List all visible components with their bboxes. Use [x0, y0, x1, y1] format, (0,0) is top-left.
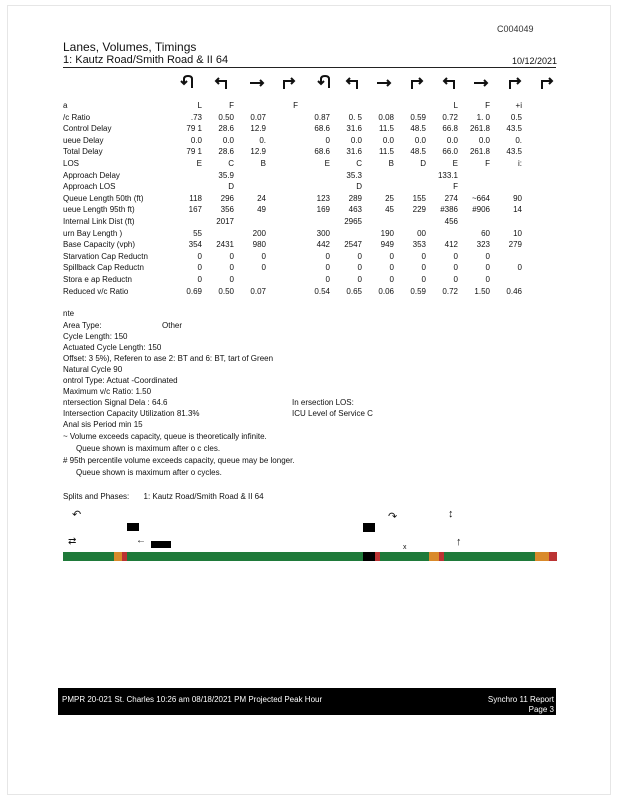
bar-seg — [535, 552, 549, 561]
report-footer — [58, 688, 556, 715]
table-cell: 0.0 — [350, 135, 362, 145]
table-cell: 0.0 — [478, 135, 490, 145]
table-cell: 0 — [357, 251, 362, 261]
table-cell: 0 — [421, 263, 426, 273]
table-cell: 0. 5 — [348, 112, 362, 122]
table-cell: +i — [515, 101, 522, 110]
table-cell: 0 — [325, 263, 330, 273]
header-rule — [63, 67, 556, 68]
table-row — [63, 181, 563, 192]
thru-icon — [472, 74, 490, 92]
table-cell: 0 — [325, 275, 330, 284]
table-cell: 90 — [513, 193, 522, 203]
right-icon — [538, 74, 556, 92]
bar-seg — [114, 552, 122, 561]
table-cell: B — [260, 159, 266, 168]
table-cell: 0. — [259, 135, 266, 145]
table-cell: F — [293, 101, 298, 110]
table-cell: 0 — [389, 251, 394, 261]
table-cell: 200 — [252, 228, 266, 238]
row-label: Spillback Cap Reductn — [63, 263, 144, 273]
table-row — [63, 286, 563, 297]
right-icon — [408, 74, 426, 92]
row-label: urn Bay Length ) — [63, 228, 123, 238]
table-row — [63, 112, 563, 123]
table-cell: 980 — [252, 240, 266, 250]
table-cell: 0 — [453, 251, 458, 261]
table-cell: 12.9 — [250, 124, 266, 134]
table-cell: #386 — [440, 205, 458, 215]
u-turn-left-icon — [315, 74, 333, 92]
bar-seg — [439, 552, 444, 561]
table-cell: 0.07 — [250, 112, 266, 122]
bar-seg — [429, 552, 439, 561]
document-id: C004049 — [497, 24, 534, 34]
table-cell: 0 — [485, 275, 490, 284]
table-cell: F — [453, 182, 458, 192]
table-cell: 155 — [412, 193, 426, 203]
table-cell: 123 — [316, 193, 330, 203]
area-type-value: Other — [162, 321, 183, 330]
table-cell: L — [197, 101, 202, 110]
table-cell: 10 — [513, 228, 522, 238]
table-cell: 68.6 — [314, 124, 330, 134]
table-cell: 66.0 — [442, 147, 458, 157]
table-cell: 55 — [193, 228, 202, 238]
table-cell: 0 — [197, 251, 202, 261]
table-cell: 0.5 — [510, 112, 522, 122]
table-cell: 167 — [188, 205, 202, 215]
table-cell: 0 — [485, 263, 490, 273]
table-cell: 0 — [517, 263, 522, 273]
table-cell: 0 — [229, 251, 234, 261]
table-cell: 0. — [515, 135, 522, 145]
table-cell: 79 1 — [186, 147, 202, 157]
table-cell: 2431 — [216, 240, 234, 250]
thru-icon — [375, 74, 393, 92]
table-cell: 0 — [229, 263, 234, 273]
table-cell: 0.65 — [346, 286, 362, 296]
table-cell: 0 — [197, 263, 202, 273]
table-cell: 261.8 — [469, 147, 490, 157]
note-95th: # 95th percentile volume exceeds capacity, queue may be longer. — [63, 456, 295, 465]
note-queue-max: Queue shown is maximum after o c cles. — [76, 444, 221, 453]
intersection-los: In ersection LOS: — [292, 398, 354, 407]
right-icon — [280, 74, 298, 92]
table-cell: 0 — [325, 251, 330, 261]
table-cell: 0.08 — [378, 112, 394, 122]
table-cell: 0.72 — [442, 286, 458, 296]
table-cell: F — [485, 101, 490, 110]
table-cell: 0 — [229, 275, 234, 284]
table-cell: 45 — [385, 205, 394, 215]
table-cell: 289 — [348, 193, 362, 203]
table-cell: B — [388, 159, 394, 168]
table-cell: 0.06 — [378, 286, 394, 296]
table-cell: D — [420, 159, 426, 168]
table-row — [63, 228, 563, 239]
table-cell: 442 — [316, 240, 330, 250]
row-label: Control Delay — [63, 124, 112, 134]
table-cell: 66.8 — [442, 124, 458, 134]
table-cell: 31.6 — [346, 124, 362, 134]
natural-cycle: Natural Cycle 90 — [63, 365, 123, 374]
row-label: ueue Length 95th ft) — [63, 205, 135, 215]
row-label: Queue Length 50th (ft) — [63, 193, 144, 203]
table-row — [63, 251, 563, 262]
table-cell: 68.6 — [314, 147, 330, 157]
phase-6-icon: ↑ — [456, 536, 462, 548]
thru-icon — [248, 74, 266, 92]
table-cell: 949 — [380, 240, 394, 250]
table-cell: C — [228, 159, 234, 168]
table-cell: 0 — [453, 263, 458, 273]
phase-block — [363, 523, 375, 532]
table-cell: 0 — [197, 275, 202, 284]
table-row — [63, 135, 563, 146]
table-row — [63, 170, 563, 181]
table-cell: 412 — [444, 240, 458, 250]
row-label: a — [63, 101, 68, 110]
table-row — [63, 146, 563, 157]
table-cell: 353 — [412, 240, 426, 250]
area-type-label: Area Type: — [63, 321, 102, 330]
table-cell: L — [453, 101, 458, 110]
phase-2-icon: ⇄ — [68, 536, 77, 547]
table-cell: 11.5 — [379, 147, 394, 157]
note-queue-max-2: Queue shown is maximum after o cycles. — [76, 468, 222, 477]
table-cell: 35.9 — [218, 170, 234, 180]
table-cell: 2547 — [344, 240, 362, 250]
table-cell: 0.0 — [446, 135, 458, 145]
table-row — [63, 262, 563, 273]
phase-4-icon: ↷ — [388, 511, 398, 523]
table-cell: 0 — [389, 263, 394, 273]
row-label: Total Delay — [63, 147, 103, 157]
phase-timing-bar — [63, 552, 557, 561]
table-cell: ~664 — [471, 193, 490, 203]
table-cell: 31.6 — [346, 147, 362, 157]
table-cell: 2965 — [344, 217, 362, 226]
icu: Intersection Capacity Utilization 81.3% — [63, 409, 200, 418]
table-cell: C — [356, 159, 362, 168]
left-icon — [343, 74, 361, 92]
note-volume-exceeds: ~ Volume exceeds capacity, queue is theoretically infinite. — [63, 432, 267, 441]
table-cell: .73 — [190, 112, 202, 122]
table-cell: 14 — [513, 205, 522, 215]
phase-block — [151, 541, 171, 548]
left-icon — [440, 74, 458, 92]
table-cell: D — [228, 182, 234, 192]
table-cell: 0.46 — [506, 286, 522, 296]
table-cell: 48.5 — [410, 124, 426, 134]
control-type: ontrol Type: Actuat -Coordinated — [63, 376, 178, 385]
row-label: ueue Delay — [63, 135, 104, 145]
splits-label: Splits and Phases: — [63, 492, 130, 501]
table-row — [63, 123, 563, 134]
table-row — [63, 204, 563, 215]
table-cell: 0.0 — [190, 135, 202, 145]
table-row — [63, 216, 563, 227]
table-cell: 0.0 — [414, 135, 426, 145]
table-cell: F — [485, 159, 490, 168]
report-date: 10/12/2021 — [512, 56, 558, 66]
phase-1-icon: ↶ — [72, 509, 82, 521]
table-cell: 356 — [220, 205, 234, 215]
row-label: Approach LOS — [63, 182, 116, 192]
actuated-cycle: Actuated Cycle Length: 150 — [63, 343, 162, 352]
intersection-name: 1: Kautz Road/Smith Road & II 64 — [63, 54, 229, 66]
table-cell: 296 — [220, 193, 234, 203]
row-label: Starvation Cap Reductn — [63, 251, 148, 261]
phase-block — [127, 523, 139, 531]
signal-delay: ntersection Signal Dela : 64.6 — [63, 398, 168, 407]
table-cell: 79 1 — [186, 124, 202, 134]
table-cell: 0 — [261, 251, 266, 261]
analysis-period: Anal sis Period min 15 — [63, 420, 143, 429]
page-title: Lanes, Volumes, Timings — [63, 40, 197, 54]
table-cell: E — [196, 159, 202, 168]
phase-3-icon: ← — [136, 535, 146, 546]
table-cell: 0 — [485, 251, 490, 261]
footer-page: Page 3 — [528, 705, 554, 714]
table-cell: 229 — [412, 205, 426, 215]
bar-seg — [363, 552, 375, 561]
table-cell: 0.07 — [250, 286, 266, 296]
row-label: Stora e ap Reductn — [63, 275, 132, 284]
table-row — [63, 100, 563, 111]
row-label: Reduced v/c Ratio — [63, 286, 129, 296]
left-icon — [212, 74, 230, 92]
table-cell: 49 — [257, 205, 266, 215]
table-cell: 0 — [421, 275, 426, 284]
phase-7-icon: x — [403, 544, 407, 551]
icu-los: ICU Level of Service C — [292, 409, 373, 418]
table-cell: 2017 — [216, 217, 234, 226]
row-label: Internal Link Dist (ft) — [63, 217, 135, 226]
row-label: Base Capacity (vph) — [63, 240, 136, 250]
table-cell: 0 — [261, 263, 266, 273]
table-cell: 0.59 — [410, 286, 426, 296]
table-cell: i: — [518, 159, 522, 168]
splits-title — [63, 492, 264, 501]
table-cell: 456 — [444, 217, 458, 226]
table-cell: 28.6 — [218, 124, 234, 134]
table-cell: 1.50 — [474, 286, 490, 296]
table-cell: 0.87 — [314, 112, 330, 122]
table-row — [63, 239, 563, 250]
table-cell: 0.0 — [222, 135, 234, 145]
table-cell: 0 — [357, 275, 362, 284]
table-cell: F — [229, 101, 234, 110]
table-cell: E — [452, 159, 458, 168]
table-cell: 24 — [257, 193, 266, 203]
table-cell: 0.72 — [442, 112, 458, 122]
table-cell: 300 — [316, 228, 330, 238]
table-cell: 28.6 — [218, 147, 234, 157]
table-cell: 43.5 — [506, 124, 522, 134]
table-cell: 133.1 — [437, 170, 458, 180]
max-vc: Maximum v/c Ratio: 1.50 — [63, 387, 152, 396]
table-cell: 190 — [380, 228, 394, 238]
table-cell: 274 — [444, 193, 458, 203]
table-cell: 35.3 — [346, 170, 362, 180]
table-cell: 0.54 — [314, 286, 330, 296]
row-label: LOS — [63, 159, 80, 168]
bar-seg — [375, 552, 380, 561]
table-cell: 0.59 — [410, 112, 426, 122]
table-cell: 12.9 — [250, 147, 266, 157]
u-turn-left-icon — [178, 74, 196, 92]
table-cell: 43.5 — [506, 147, 522, 157]
table-cell: 169 — [316, 205, 330, 215]
table-cell: 463 — [348, 205, 362, 215]
bar-seg — [549, 552, 557, 561]
table-cell: 48.5 — [410, 147, 426, 157]
table-cell: 261.8 — [469, 124, 490, 134]
table-row — [63, 158, 563, 169]
bar-seg — [122, 552, 127, 561]
right-icon — [506, 74, 524, 92]
footer-software: Synchro 11 Report — [487, 695, 554, 704]
table-cell: 0 — [421, 251, 426, 261]
table-cell: E — [324, 159, 330, 168]
table-cell: 11.5 — [379, 124, 394, 134]
row-label: /c Ratio — [63, 112, 91, 122]
table-cell: 0.50 — [218, 112, 234, 122]
table-cell: 0.69 — [186, 286, 202, 296]
table-cell: 118 — [189, 193, 202, 203]
table-cell: 00 — [417, 228, 426, 238]
table-cell: 1. 0 — [476, 112, 490, 122]
table-cell: 0 — [325, 135, 330, 145]
table-cell: 323 — [476, 240, 490, 250]
phase-5-icon: ↕ — [448, 508, 454, 520]
notes-header: nte — [63, 309, 75, 318]
table-cell: 0 — [357, 263, 362, 273]
table-cell: 0.0 — [382, 135, 394, 145]
table-cell: 0 — [453, 275, 458, 284]
table-row — [63, 193, 563, 204]
table-cell: D — [356, 182, 362, 192]
table-cell: #906 — [472, 205, 490, 215]
row-label: Approach Delay — [63, 170, 120, 180]
table-cell: 25 — [385, 193, 394, 203]
table-cell: 279 — [508, 240, 522, 250]
offset: Offset: 3 5%), Referen to ase 2: BT and 6: BT, tart of Green — [63, 354, 274, 363]
table-cell: 60 — [481, 228, 490, 238]
table-cell: 0 — [389, 275, 394, 284]
splits-intersection: 1: Kautz Road/Smith Road & II 64 — [143, 492, 264, 501]
table-cell: 0.50 — [218, 286, 234, 296]
cycle-length: Cycle Length: 150 — [63, 332, 128, 341]
table-row — [63, 274, 563, 285]
footer-project: PMPR 20-021 St. Charles 10:26 am 08/18/2021 PM Projected Peak Hour — [62, 695, 323, 704]
table-cell: 354 — [188, 240, 202, 250]
